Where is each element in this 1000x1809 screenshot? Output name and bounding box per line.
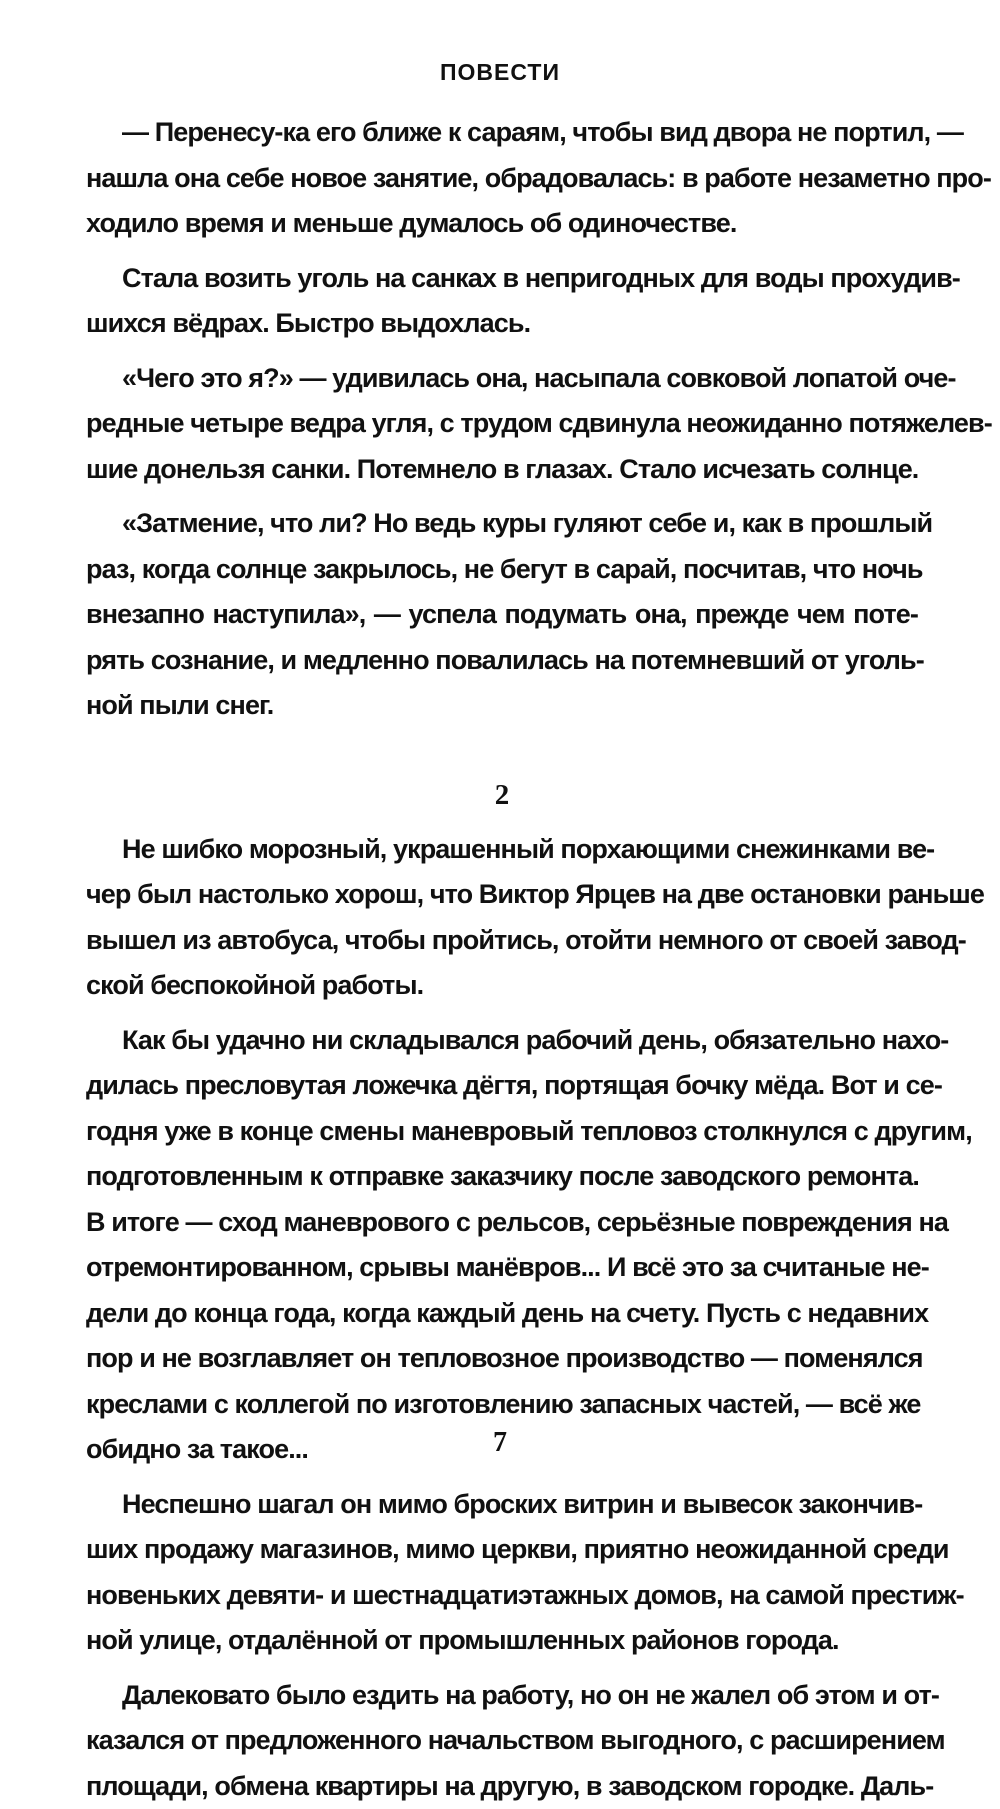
text-line: Далековато было ездить на работу, но он не жалел об этом и от- (86, 1673, 918, 1719)
text-line: ской беспокойной работы. (86, 963, 918, 1009)
text-line: ной пыли снег. (86, 683, 918, 729)
paragraph (86, 1673, 918, 1809)
text-line: годня уже в конце смены маневровый тепловоз столкнулся с другим, (86, 1109, 918, 1155)
paragraph (86, 1018, 918, 1473)
paragraph (86, 1482, 918, 1664)
text-line: «Затмение, что ли? Но ведь куры гуляют себе и, как в прошлый (86, 501, 918, 547)
paragraph (86, 501, 918, 729)
text-line: Неспешно шагал он мимо броских витрин и вывесок закончив- (86, 1482, 918, 1528)
paragraph (86, 356, 918, 493)
running-head: ПОВЕСТИ (0, 52, 1000, 92)
text-line: «Чего это я?» — удивилась она, насыпала совковой лопатой оче- (86, 356, 918, 402)
text-line: площади, обмена квартиры на другую, в заводском городке. Даль- (86, 1764, 918, 1809)
text-line: внезапно наступила», — успела подумать она, прежде чем поте- (86, 592, 918, 638)
text-line: обидно за такое... (86, 1427, 918, 1473)
text-line: новеньких девяти- и шестнадцатиэтажных домов, на самой престиж- (86, 1573, 918, 1619)
text-line: ходило время и меньше думалось об одиночестве. (86, 201, 918, 247)
paragraph (86, 256, 918, 347)
text-line: шие донельзя санки. Потемнело в глазах. Стало исчезать солнце. (86, 447, 918, 493)
text-line: чер был настолько хорош, что Виктор Ярцев на две остановки раньше (86, 872, 918, 918)
text-line: креслами с коллегой по изготовлению запасных частей, — всё же (86, 1382, 918, 1428)
text-line: казался от предложенного начальством выгодного, с расширением (86, 1718, 918, 1764)
text-line: вышел из автобуса, чтобы пройтись, отойти немного от своей завод- (86, 918, 918, 964)
paragraph (86, 827, 918, 1009)
text-line: — Перенесу-ка его ближе к сараям, чтобы вид двора не портил, — (86, 110, 918, 156)
text-line: дилась пресловутая ложечка дёгтя, портящая бочку мёда. Вот и се- (86, 1063, 918, 1109)
text-line: редные четыре ведра угля, с трудом сдвинула неожиданно потяжелев- (86, 401, 918, 447)
text-line: Стала возить уголь на санках в непригодных для воды прохудив- (86, 256, 918, 302)
text-line: пор и не возглавляет он тепловозное производство — поменялся (86, 1336, 918, 1382)
section-1-text (86, 110, 918, 729)
text-line: Не шибко морозный, украшенный порхающими снежинками ве- (86, 827, 918, 873)
text-line: рять сознание, и медленно повалилась на потемневший от уголь- (86, 638, 918, 684)
paragraph (86, 110, 918, 247)
text-line: нашла она себе новое занятие, обрадовалась: в работе незаметно про- (86, 156, 918, 202)
text-line: Как бы удачно ни складывался рабочий день, обязательно нахо- (86, 1018, 918, 1064)
section-2-text (86, 827, 918, 1809)
page-number: 7 (0, 1423, 1000, 1463)
text-line: шихся вёдрах. Быстро выдохлась. (86, 301, 918, 347)
text-line: подготовленным к отправке заказчику после заводского ремонта. (86, 1154, 918, 1200)
chapter-number: 2 (86, 775, 918, 815)
text-line: дели до конца года, когда каждый день на счету. Пусть с недавних (86, 1291, 918, 1337)
text-line: раз, когда солнце закрылось, не бегут в сарай, посчитав, что ночь (86, 547, 918, 593)
text-line: В итоге — сход маневрового с рельсов, серьёзные повреждения на (86, 1200, 918, 1246)
text-line: отремонтированном, срывы манёвров... И всё это за считаные не- (86, 1245, 918, 1291)
page-body (86, 110, 918, 1809)
text-line: ших продажу магазинов, мимо церкви, приятно неожиданной среди (86, 1527, 918, 1573)
text-line: ной улице, отдалённой от промышленных районов города. (86, 1618, 918, 1664)
